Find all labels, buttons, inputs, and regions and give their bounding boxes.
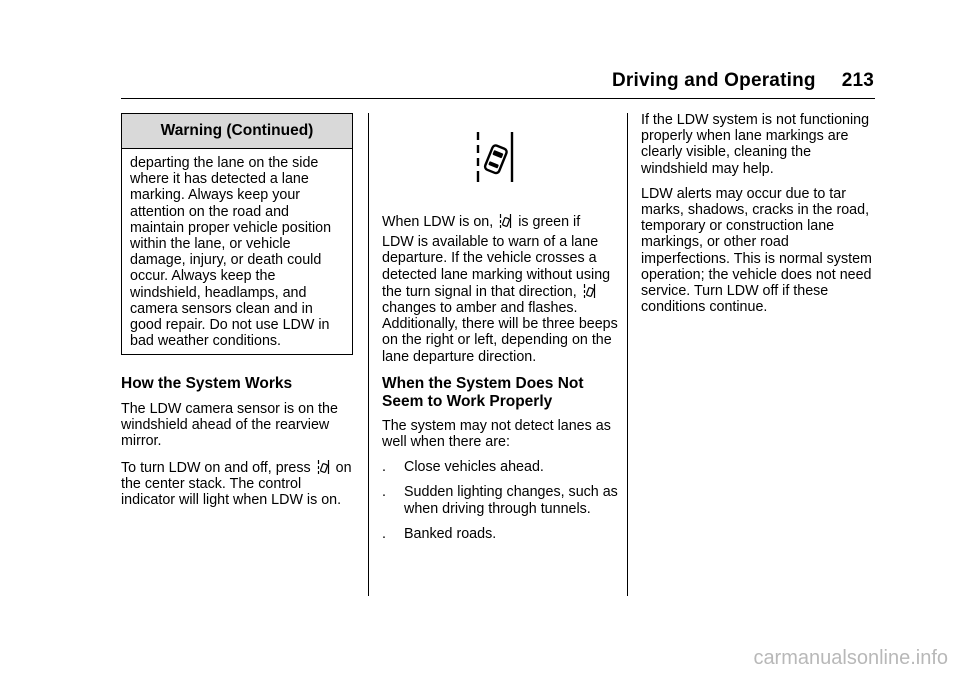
column-divider-right <box>627 113 628 596</box>
bullet-glyph: . <box>382 459 386 476</box>
watermark: carmanualsonline.info <box>753 647 948 669</box>
bullet-glyph: . <box>382 484 386 501</box>
how-it-works-paragraph-1: The LDW camera sensor is on the windshield ahead of the rearview mirror. <box>121 401 338 450</box>
warning-title: Warning (Continued) <box>122 114 352 149</box>
section-title: Driving and Operating <box>611 70 816 91</box>
list-item: . Banked roads. <box>382 525 497 542</box>
lane-departure-warning-icon <box>317 459 330 475</box>
list-item: . Close vehicles ahead. <box>382 459 544 476</box>
lane-departure-warning-icon <box>583 283 596 299</box>
list-item: . Sudden lighting changes, such as when driving through tunnels. <box>382 484 618 517</box>
warning-body: departing the lane on the side where it has detected a lane marking. Always keep your attention on the road and maintain proper vehicle position within the lane, or vehicle damage, injury, or death could occur. Always keep the windshield, headlamps, and camera sensors clean and in good repair. Do not use LDW in bad weather conditions. <box>130 155 332 350</box>
right-paragraph-2: LDW alerts may occur due to tar marks, shadows, cracks in the road, temporary or construction lane markings, or other road imperfections. This is normal system operation; the vehicle does not need service. Turn LDW off if these conditions continue. <box>641 185 872 316</box>
lane-departure-warning-icon <box>499 213 512 229</box>
how-it-works-paragraph-2: To turn LDW on and off, press on the center stack. The control indicator will light when LDW is on. <box>121 459 352 509</box>
lane-departure-warning-large-icon <box>475 130 517 186</box>
right-paragraph-1: If the LDW system is not functioning properly when lane markings are clearly visible, cleaning the windshield may help. <box>641 112 870 177</box>
page-header <box>612 70 874 92</box>
does-not-work-intro: The system may not detect lanes as well when there are: <box>382 417 611 451</box>
how-it-works-heading: How the System Works <box>121 375 293 392</box>
column-divider-left <box>368 113 369 596</box>
ldw-on-line: When LDW is on, is green if <box>382 214 581 230</box>
warning-box <box>121 113 353 355</box>
how-it-works-section <box>121 375 357 508</box>
bullet-glyph: . <box>382 525 386 542</box>
does-not-work-heading: When the System Does Not Seem to Work Properly <box>382 374 584 410</box>
lane-departure-paragraph: LDW is available to warn of a lane departure. If the vehicle crosses a detected lane marking without using the turn signal in that direction, changes to amber and flashes. Additionally, there will be three beeps on the right or left, depending on the lane departure direction. <box>382 234 618 365</box>
right-column <box>641 112 877 315</box>
middle-column <box>382 213 618 542</box>
header-divider <box>121 98 875 99</box>
page-number: 213 <box>841 70 874 91</box>
